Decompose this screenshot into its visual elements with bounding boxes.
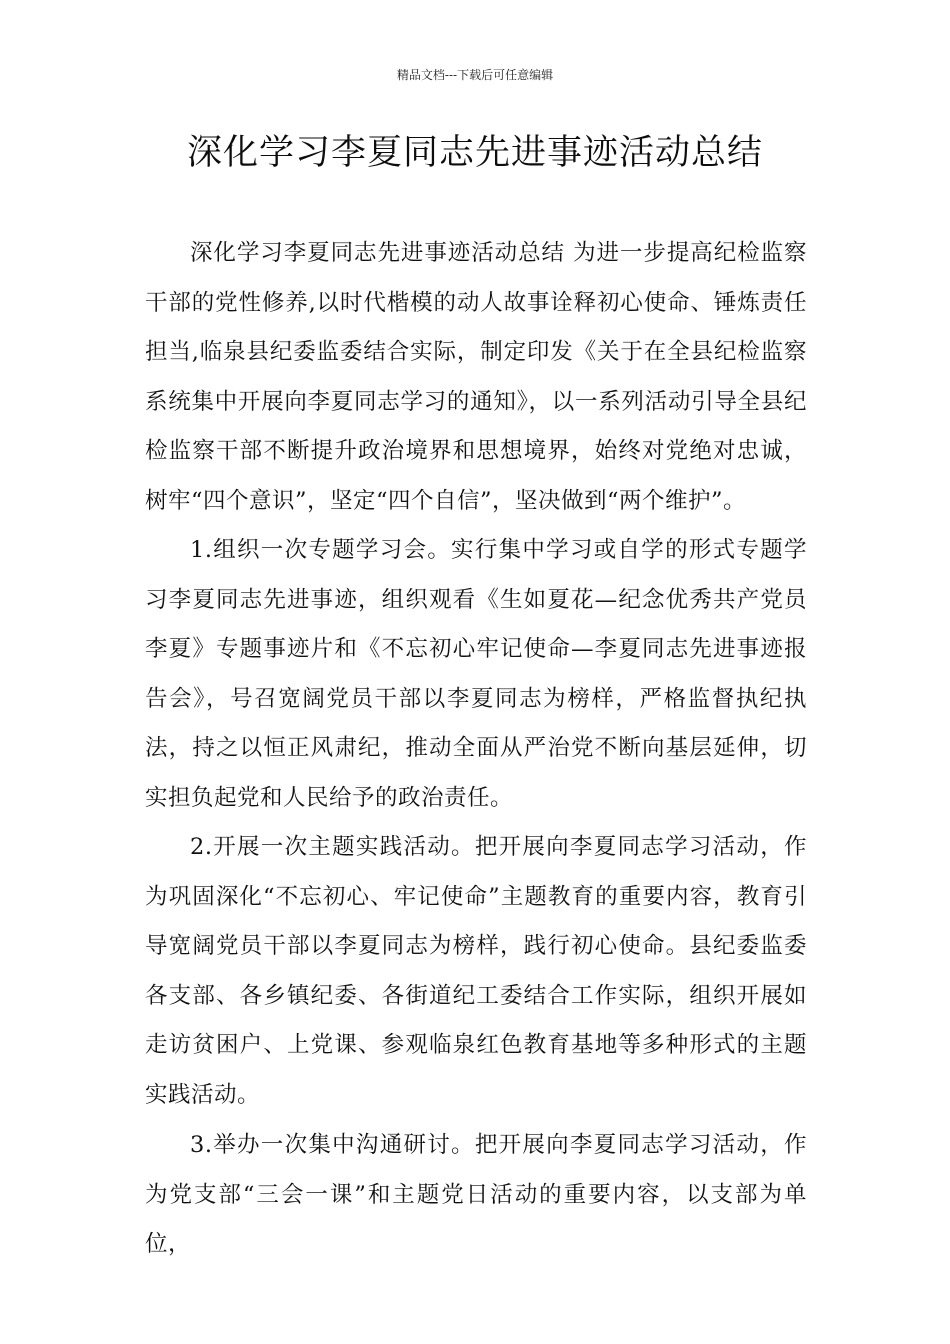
paragraph-item-2: 2.开展一次主题实践活动。把开展向李夏同志学习活动，作为巩固深化“不忘初心、牢记使命”主题教育的重要内容，教育引导宽阔党员干部以李夏同志为榜样，践行初心使命。县纪委监委各支部、各乡镇纪委、各街道纪工委结合工作实际，组织开展如走访贫困户、上党课、参观临泉红色教育基地等多种形式的主题实践活动。 — [145, 834, 807, 1108]
paragraph-item-3: 3.举办一次集中沟通研讨。把开展向李夏同志学习活动，作为党支部“三会一课”和主题党日活动的重要内容，以支部为单位， — [145, 1132, 807, 1257]
paragraph-item-1: 1.组织一次专题学习会。实行集中学习或自学的形式专题学习李夏同志先进事迹，组织观看《生如夏花—纪念优秀共产党员李夏》专题事迹片和《不忘初心牢记使命—李夏同志先进事迹报告会》，号召宽阔党员干部以李夏同志为榜样，严格监督执纪执法，持之以恒正风肃纪，推动全面从严治党不断向基层延伸，切实担负起党和人民给予的政治责任。 — [145, 537, 807, 811]
page-title: 深化学习李夏同志先进事迹活动总结 — [186, 133, 763, 173]
header-note: 精品文档---下载后可任意编辑 — [396, 68, 554, 82]
paragraph-intro: 深化学习李夏同志先进事迹活动总结 为进一步提高纪检监察干部的党性修养,以时代楷模的动人故事诠释初心使命、锤炼责任担当,临泉县纪委监委结合实际，制定印发《关于在全县纪检监察系统集中开展向李夏同志学习的通知》，以一系列活动引导全县纪检监察干部不断提升政治境界和思想境界，始终对党绝对忠诚，树牢“四个意识”，坚定“四个自信”，坚决做到“两个维护”。 — [145, 240, 807, 514]
